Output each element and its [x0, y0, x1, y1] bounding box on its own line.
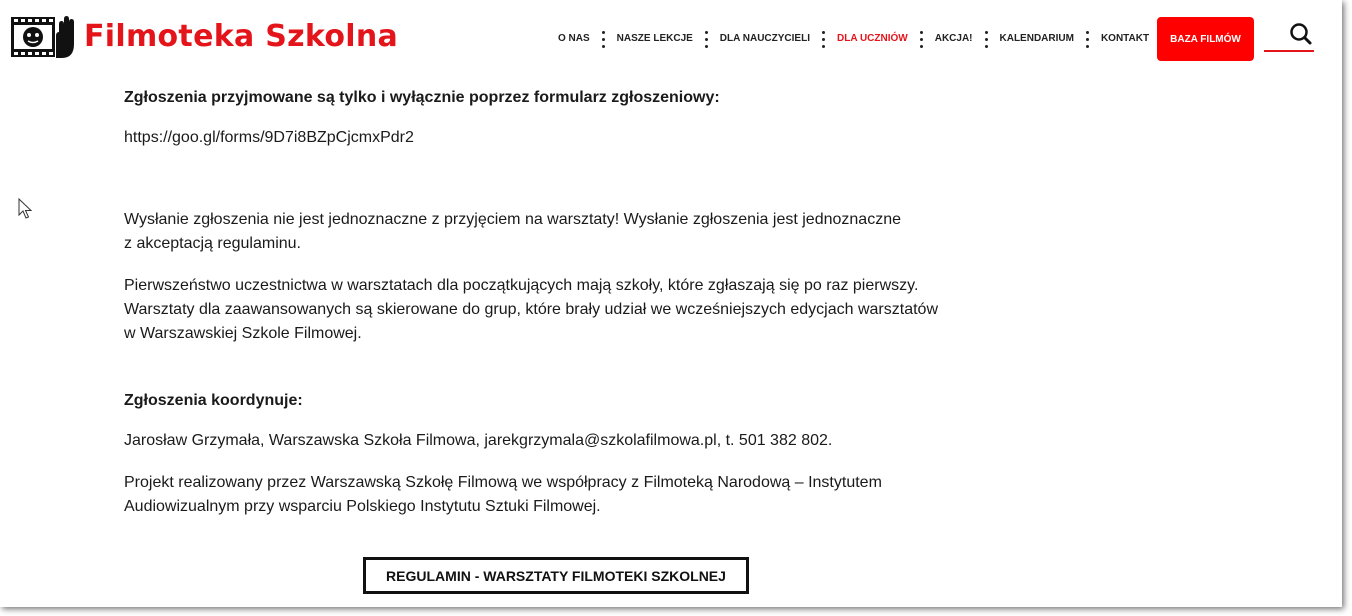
- form-link[interactable]: https://goo.gl/forms/9D7i8BZpCjcmxPdr2: [124, 129, 414, 146]
- logo-film-hand-icon: [10, 14, 76, 60]
- coordinator-heading: Zgłoszenia koordynuje:: [124, 392, 303, 409]
- baza-filmow-button[interactable]: BAZA FILMÓW: [1157, 17, 1254, 61]
- nav-item-kontakt[interactable]: KONTAKT: [1100, 33, 1150, 44]
- nav-item-dla-uczniow[interactable]: DLA UCZNIÓW: [836, 33, 908, 44]
- nav-item-akcja[interactable]: AKCJA!: [934, 33, 973, 44]
- mouse-cursor-icon: [18, 198, 32, 220]
- paragraph-line: Pierwszeństwo uczestnictwa w warsztatach dla początkujących mają szkoły, które zgłaszają się po raz pierwszy.: [124, 277, 919, 294]
- form-heading: Zgłoszenia przyjmowane są tylko i wyłącznie poprzez formularz zgłoszeniowy:: [124, 89, 720, 106]
- search-icon: [1264, 20, 1314, 54]
- paragraph-line: w Warszawskiej Szkole Filmowej.: [124, 325, 362, 342]
- main-nav: [546, 24, 1161, 54]
- coordinator-info: Jarosław Grzymała, Warszawska Szkoła Filmowa, jarekgrzymala@szkolafilmowa.pl, t. 501 382 802.: [124, 432, 833, 449]
- paragraph-line: Warsztaty dla zaawansowanych są skierowane do grup, które brały udział we wcześniejszych edycjach warsztatów: [124, 301, 938, 318]
- nav-item-nasze-lekcje[interactable]: NASZE LEKCJE: [616, 33, 693, 44]
- paragraph-line: Wysłanie zgłoszenia nie jest jednoznaczne z przyjęciem na warsztaty! Wysłanie zgłoszenia jest jednoznaczne: [124, 211, 901, 228]
- nav-item-kalendarium[interactable]: KALENDARIUM: [999, 33, 1074, 44]
- search-button[interactable]: [1264, 20, 1314, 54]
- logo-text: Filmoteka Szkolna: [84, 19, 399, 54]
- paragraph-line: z akceptacją regulaminu.: [124, 235, 301, 252]
- paragraph-line: Projekt realizowany przez Warszawską Szkołę Filmową we współpracy z Filmoteką Narodową – Instytutem: [124, 474, 882, 491]
- article-content: [124, 86, 994, 519]
- regulamin-button[interactable]: REGULAMIN - WARSZTATY FILMOTEKI SZKOLNEJ: [363, 557, 749, 594]
- search-underline: [1264, 50, 1314, 52]
- nav-item-dla-nauczycieli[interactable]: DLA NAUCZYCIELI: [719, 33, 810, 44]
- paragraph-line: Audiowizualnym przy wsparciu Polskiego Instytutu Sztuki Filmowej.: [124, 498, 601, 515]
- nav-item-o-nas[interactable]: O NAS: [558, 33, 590, 44]
- site-logo[interactable]: [10, 14, 398, 60]
